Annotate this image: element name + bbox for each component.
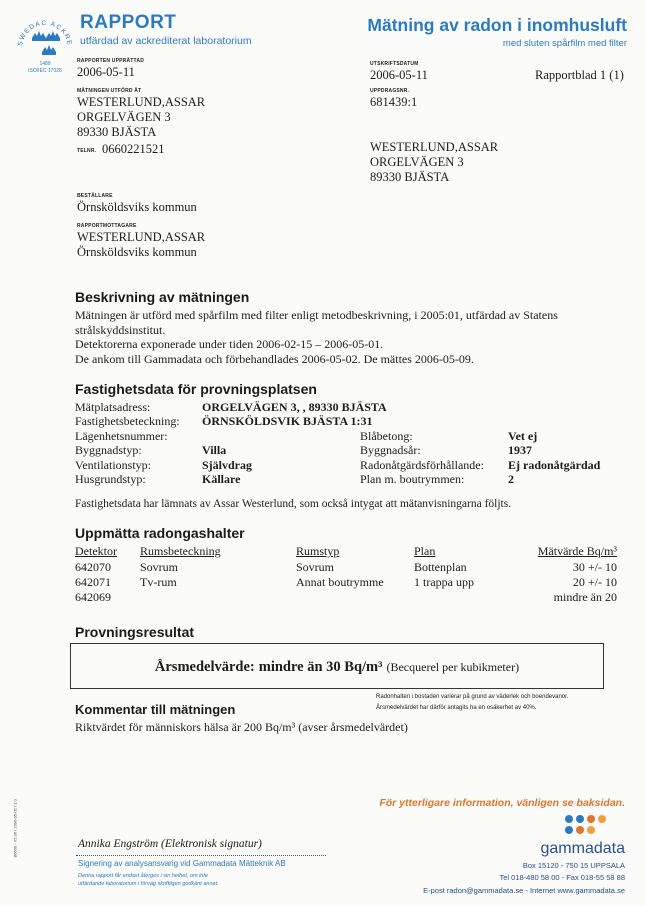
- building-type-label: Byggnadstyp:: [75, 443, 142, 457]
- page-counter: Rapportblad 1 (1): [535, 68, 624, 82]
- floors-value: 2: [508, 472, 514, 486]
- result-value: mindre än 30 Bq/m³: [258, 659, 383, 675]
- address-value: ORGELVÄGEN 3, , 89330 BJÄSTA: [202, 400, 387, 414]
- building-type-value: Villa: [202, 443, 227, 457]
- report-date: 2006-05-11: [77, 65, 135, 79]
- row-value: mindre än 20: [553, 590, 617, 604]
- blue-concrete-value: Vet ej: [508, 429, 538, 443]
- description-heading: Beskrivning av mätningen: [75, 289, 250, 305]
- page-title: Mätning av radon i inomhusluft: [367, 15, 627, 35]
- address-line-2: ORGELVÄGEN 3: [370, 155, 464, 169]
- address-line-3: 89330 BJÄSTA: [370, 170, 450, 184]
- row-detector: 642069: [75, 590, 111, 604]
- measured-for-label: MÄTNINGEN UTFÖRD ÅT: [77, 88, 142, 94]
- disclaimer-2: utfärdande laboratorium i förväg skriftligen godkänt annat.: [78, 881, 219, 887]
- build-year-label: Byggnadsår:: [360, 443, 421, 457]
- description-para-3: De ankom till Gammadata och förbehandlades 2006-05-02. De mättes 2006-05-09.: [75, 352, 474, 366]
- page-subtitle: med sluten spårfilm med filter: [502, 38, 627, 49]
- rapport-title: RAPPORT: [80, 12, 177, 33]
- measured-for-line-1: WESTERLUND,ASSAR: [77, 95, 206, 109]
- order-number: 681439:1: [370, 95, 418, 109]
- result-fine-2: Årsmedelvärdet har därför antagits ha en osäkerhet av 40%.: [376, 705, 537, 711]
- orderer-label: BESTÄLLARE: [77, 193, 113, 199]
- signature-line: [76, 855, 326, 856]
- side-code: B0606 - V2.06 / 2006-05-02 / 1.0: [12, 799, 18, 858]
- comment-text: Riktvärdet för människors hälsa är 200 Bq/m³ (avser årsmedelvärdet): [75, 720, 408, 734]
- brand-name: gammadata: [540, 840, 625, 857]
- foundation-label: Husgrundstyp:: [75, 472, 146, 486]
- rapport-subtitle: utfärdad av ackrediterat laboratorium: [80, 35, 252, 47]
- print-date: 2006-05-11: [370, 68, 428, 82]
- result-note: (Becquerel per kubikmeter): [386, 660, 520, 674]
- ventilation-value: Självdrag: [202, 458, 253, 472]
- address-label: Mätplatsadress:: [75, 400, 151, 414]
- col-room: Rumsbeteckning: [140, 544, 221, 558]
- measurements-heading: Uppmätta radongashalter: [75, 525, 245, 541]
- ventilation-label: Ventilationstyp:: [75, 458, 151, 472]
- col-room-type: Rumstyp: [296, 544, 340, 558]
- measured-for-line-2: ORGELVÄGEN 3: [77, 110, 171, 124]
- foundation-value: Källare: [202, 472, 241, 486]
- col-value: Mätvärde Bq/m³: [537, 544, 617, 558]
- orderer-value: Örnsköldsviks kommun: [77, 200, 197, 214]
- footer-phone: Tel 018-480 58 00 - Fax 018-55 58 88: [499, 873, 625, 882]
- radon-status-value: Ej radonåtgärdad: [508, 458, 601, 472]
- row-room: Sovrum: [140, 560, 179, 574]
- receiver-label: RAPPORTMOTTAGARE: [77, 223, 137, 229]
- svg-text:SWEDAC ACKREDITERING: SWEDAC ACKRE: [17, 19, 74, 47]
- designation-label: Fastighetsbeteckning:: [75, 414, 180, 428]
- row-detector: 642071: [75, 575, 111, 589]
- footer-email: E-post radon@gammadata.se - Internet www.gammadata.se: [423, 886, 625, 895]
- print-date-label: UTSKRIFTSDATUM: [370, 61, 419, 67]
- row-detector: 642070: [75, 560, 111, 574]
- build-year-value: 1937: [508, 443, 532, 457]
- gammadata-logo-icon: [563, 814, 615, 838]
- address-line-1: WESTERLUND,ASSAR: [370, 140, 499, 154]
- row-room: Tv-rum: [140, 575, 177, 589]
- property-note: Fastighetsdata har lämnats av Assar Westerlund, som också intygat att mätanvisningarna följts.: [75, 498, 512, 510]
- disclaimer-1: Denna rapport får endast återges i sin helhet, om inte: [78, 873, 208, 879]
- phone-label: TELNR.: [77, 148, 97, 154]
- footer-address: Box 15120 - 750 15 UPPSALA: [522, 861, 625, 870]
- comment-heading: Kommentar till mätningen: [75, 702, 236, 717]
- result-box: [70, 643, 604, 689]
- property-heading: Fastighetsdata för provningsplatsen: [75, 381, 317, 397]
- row-floor: Bottenplan: [414, 560, 467, 574]
- apartment-label: Lägenhetsnummer:: [75, 429, 168, 443]
- row-floor: 1 trappa upp: [414, 575, 474, 589]
- col-detector: Detektor: [75, 544, 117, 558]
- measured-for-line-3: 89330 BJÄSTA: [77, 125, 157, 139]
- result-fine-1: Radonhalten i bostaden varierar på grund av väderlek och boendevanor.: [376, 694, 569, 700]
- phone-value: 0660221521: [102, 142, 165, 156]
- col-floor: Plan: [414, 544, 436, 558]
- result-label: Årsmedelvärde:: [154, 659, 255, 675]
- report-date-label: RAPPORTEN UPPRÄTTAD: [77, 58, 145, 64]
- description-para-2: Detektorerna exponerade under tiden 2006-02-15 – 2006-05-01.: [75, 337, 384, 351]
- result-heading: Provningsresultat: [75, 624, 195, 640]
- seal-standard: ISO/IEC 17025: [28, 68, 62, 74]
- designation-value: ÖRNSKÖLDSVIK BJÄSTA 1:31: [202, 414, 373, 428]
- signature: Annika Engström (Elektronisk signatur): [78, 838, 262, 850]
- row-value: 30 +/- 10: [572, 560, 617, 574]
- row-room-type: Sovrum: [296, 560, 335, 574]
- order-label: UPPDRAGSNR.: [370, 88, 410, 94]
- description-para-1: Mätningen är utförd med spårfilm med filter enligt metodbeskrivning, i 2005:01, utfärdad av Statens strålskyddsinstitut.: [75, 308, 558, 337]
- receiver-line-2: Örnsköldsviks kommun: [77, 245, 197, 259]
- receiver-line-1: WESTERLUND,ASSAR: [77, 230, 206, 244]
- row-room-type: Annat boutrymme: [296, 575, 384, 589]
- radon-status-label: Radonåtgärdsförhållande:: [360, 458, 484, 472]
- blue-concrete-label: Blåbetong:: [360, 429, 413, 443]
- sign-caption: Signering av analysansvarig vid Gammadata Mätteknik AB: [78, 859, 286, 868]
- floors-label: Plan m. boutrymmen:: [360, 472, 465, 486]
- row-value: 20 +/- 10: [572, 575, 617, 589]
- seal-number: 1489: [39, 61, 51, 67]
- swedac-seal: [14, 12, 76, 78]
- more-info-note: För ytterligare information, vänligen se baksidan.: [379, 797, 625, 809]
